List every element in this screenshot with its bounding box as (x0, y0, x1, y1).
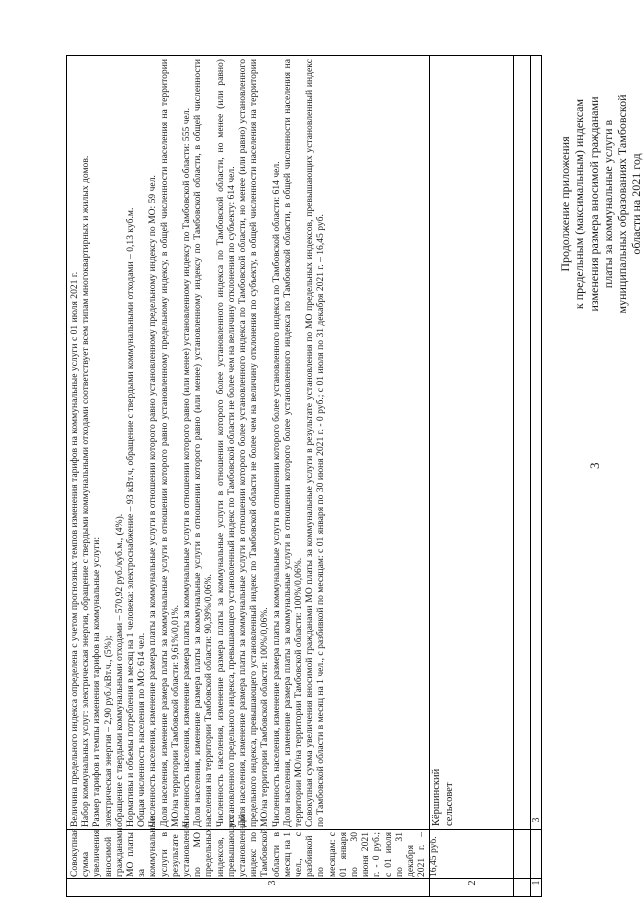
column-header-2: 2 (467, 880, 478, 886)
paragraph: электрическая энергия – 2,90 руб./кВт.ч., (5%); (102, 635, 114, 827)
column-divider (513, 56, 514, 896)
paragraph: Величина предельного индекса определена с учетом прогнозных темпов изменения тарифов на коммунальные услуги с 01 июля 2021 г. (69, 271, 80, 827)
paragraph: Численность населения, изменение размера платы за коммунальные услуги в отношении которого равно установленному предельному индексу по МО: 59 чел. (147, 175, 159, 827)
top-row-text: Совокупная сумма увеличения вносимой гражданами МО платы за коммунальные услуги в результате установления по МО предельных индексов, превышающих установленный индекс по Тамбовской области в месяц на 1 чел., с разбивкой по месяцам: с 01 января по 30 июня 2021 г. - 0 руб.; с 01 июля по 31 декабря 2021 г. – 16,45 руб. (69, 814, 439, 877)
paragraph: Численность населения, изменение размера платы за коммунальные услуги в отношении которого более установленного индекса по Тамбовской области: 614 чел. (270, 161, 282, 827)
row-divider (67, 829, 541, 830)
paragraph: Доля населения, изменение размера платы за коммунальные услуги в отношении которого равно установленному предельному индексу, в общей численности населения на территории МО/на территории Тамбовской области: 9,61%/0,01%. (158, 59, 181, 827)
paragraph: Доля населения, изменение размера платы за коммунальные услуги в отношении которого более установленного индекса по Тамбовской области, в общей численности населения на территории МО/на территории Тамбовской области: 100%/0,06%. (281, 59, 305, 827)
paragraph: Совокупная сумма увеличения вносимой гражданами МО платы за коммунальные услуги в результате установления по МО предельных индексов, превышающих установленный индекс по Тамбовской области в месяц на 1 чел., с разбивкой по месяцам: с 01 января по 30 июня 2021 г. - 0 руб.; с 01 июля по 31 декабря 2021 г. – 16,45 руб. (304, 59, 327, 827)
header-line: области на 2021 год (629, 153, 644, 255)
indices-table-grid (66, 55, 542, 897)
description-cell (69, 59, 427, 827)
header-line: к предельным (максимальным) индексам (572, 98, 587, 310)
paragraph: обращение с твердыми коммунальными отходами – 570,92 руб./куб.м., (4%). (113, 513, 125, 827)
previous-row-cell (69, 814, 439, 877)
column-divider (429, 56, 430, 896)
header-line: муниципальных образованиях Тамбовской (615, 94, 630, 314)
column-header-1: 1 (531, 880, 542, 886)
column-header-3: 3 (267, 880, 278, 886)
paragraph: Общая численность населения по МО: 614 чел. (136, 632, 148, 827)
paragraph: Набор коммунальных услуг: электрическая энергия, обращение с твердыми коммунальными отходами соответствует всем типам многоквартирных и жилых домов. (80, 155, 92, 827)
paragraph: Доля населения, изменение размера платы за коммунальные услуги в отношении которого более установленного индекса по Тамбовской области, но менее (или равно) установленного предельного индекса, превышающего установленный индекс по Тамбовской области не более чем на величину отклонения по субъекту, в общей численности населения на территории МО/на территории Тамбовской области: 100%/0,06%. (237, 59, 271, 827)
paragraph: Размер тарифов и темпы изменения тарифов на коммунальные услуги: (91, 536, 103, 827)
header-line: Продолжение приложения (558, 136, 572, 272)
paragraph: Нормативы и объемы потребления в месяц на 1 человека: электроснабжение – 93 кВт.ч, обращение с твердыми коммунальными отходами – 0,13 куб.м. (125, 207, 137, 827)
row-number: 3 (531, 817, 542, 823)
paragraph: Численность населения, изменение размера платы за коммунальные услуги в отношении которого более установленного индекса по Тамбовской области, но менее (или равно) установленного предельного индекса, превышающего установленный индекс по Тамбовской области не более чем на величину отклонения по субъекту: 614 чел. (214, 59, 237, 827)
header-line: изменения размера вносимой гражданами (586, 96, 601, 312)
municipality-name: Кёршинский сельсовет (431, 768, 455, 826)
paragraph: Доля населения, изменение размера платы за коммунальные услуги в отношении которого равно (или менее) установленному индексу по Тамбовской области, в общей численности населения на территории Тамбовской области: 90,39%/0,06%. (192, 59, 215, 827)
paragraph: Численность населения, изменение размера платы за коммунальные услуги в отношении которого равно (или менее) установленному индексу по Тамбовской области: 555 чел. (181, 108, 193, 827)
header-line: платы за коммунальные услуги в (600, 119, 615, 289)
column-divider (530, 56, 531, 896)
page-number: 3 (587, 462, 602, 469)
